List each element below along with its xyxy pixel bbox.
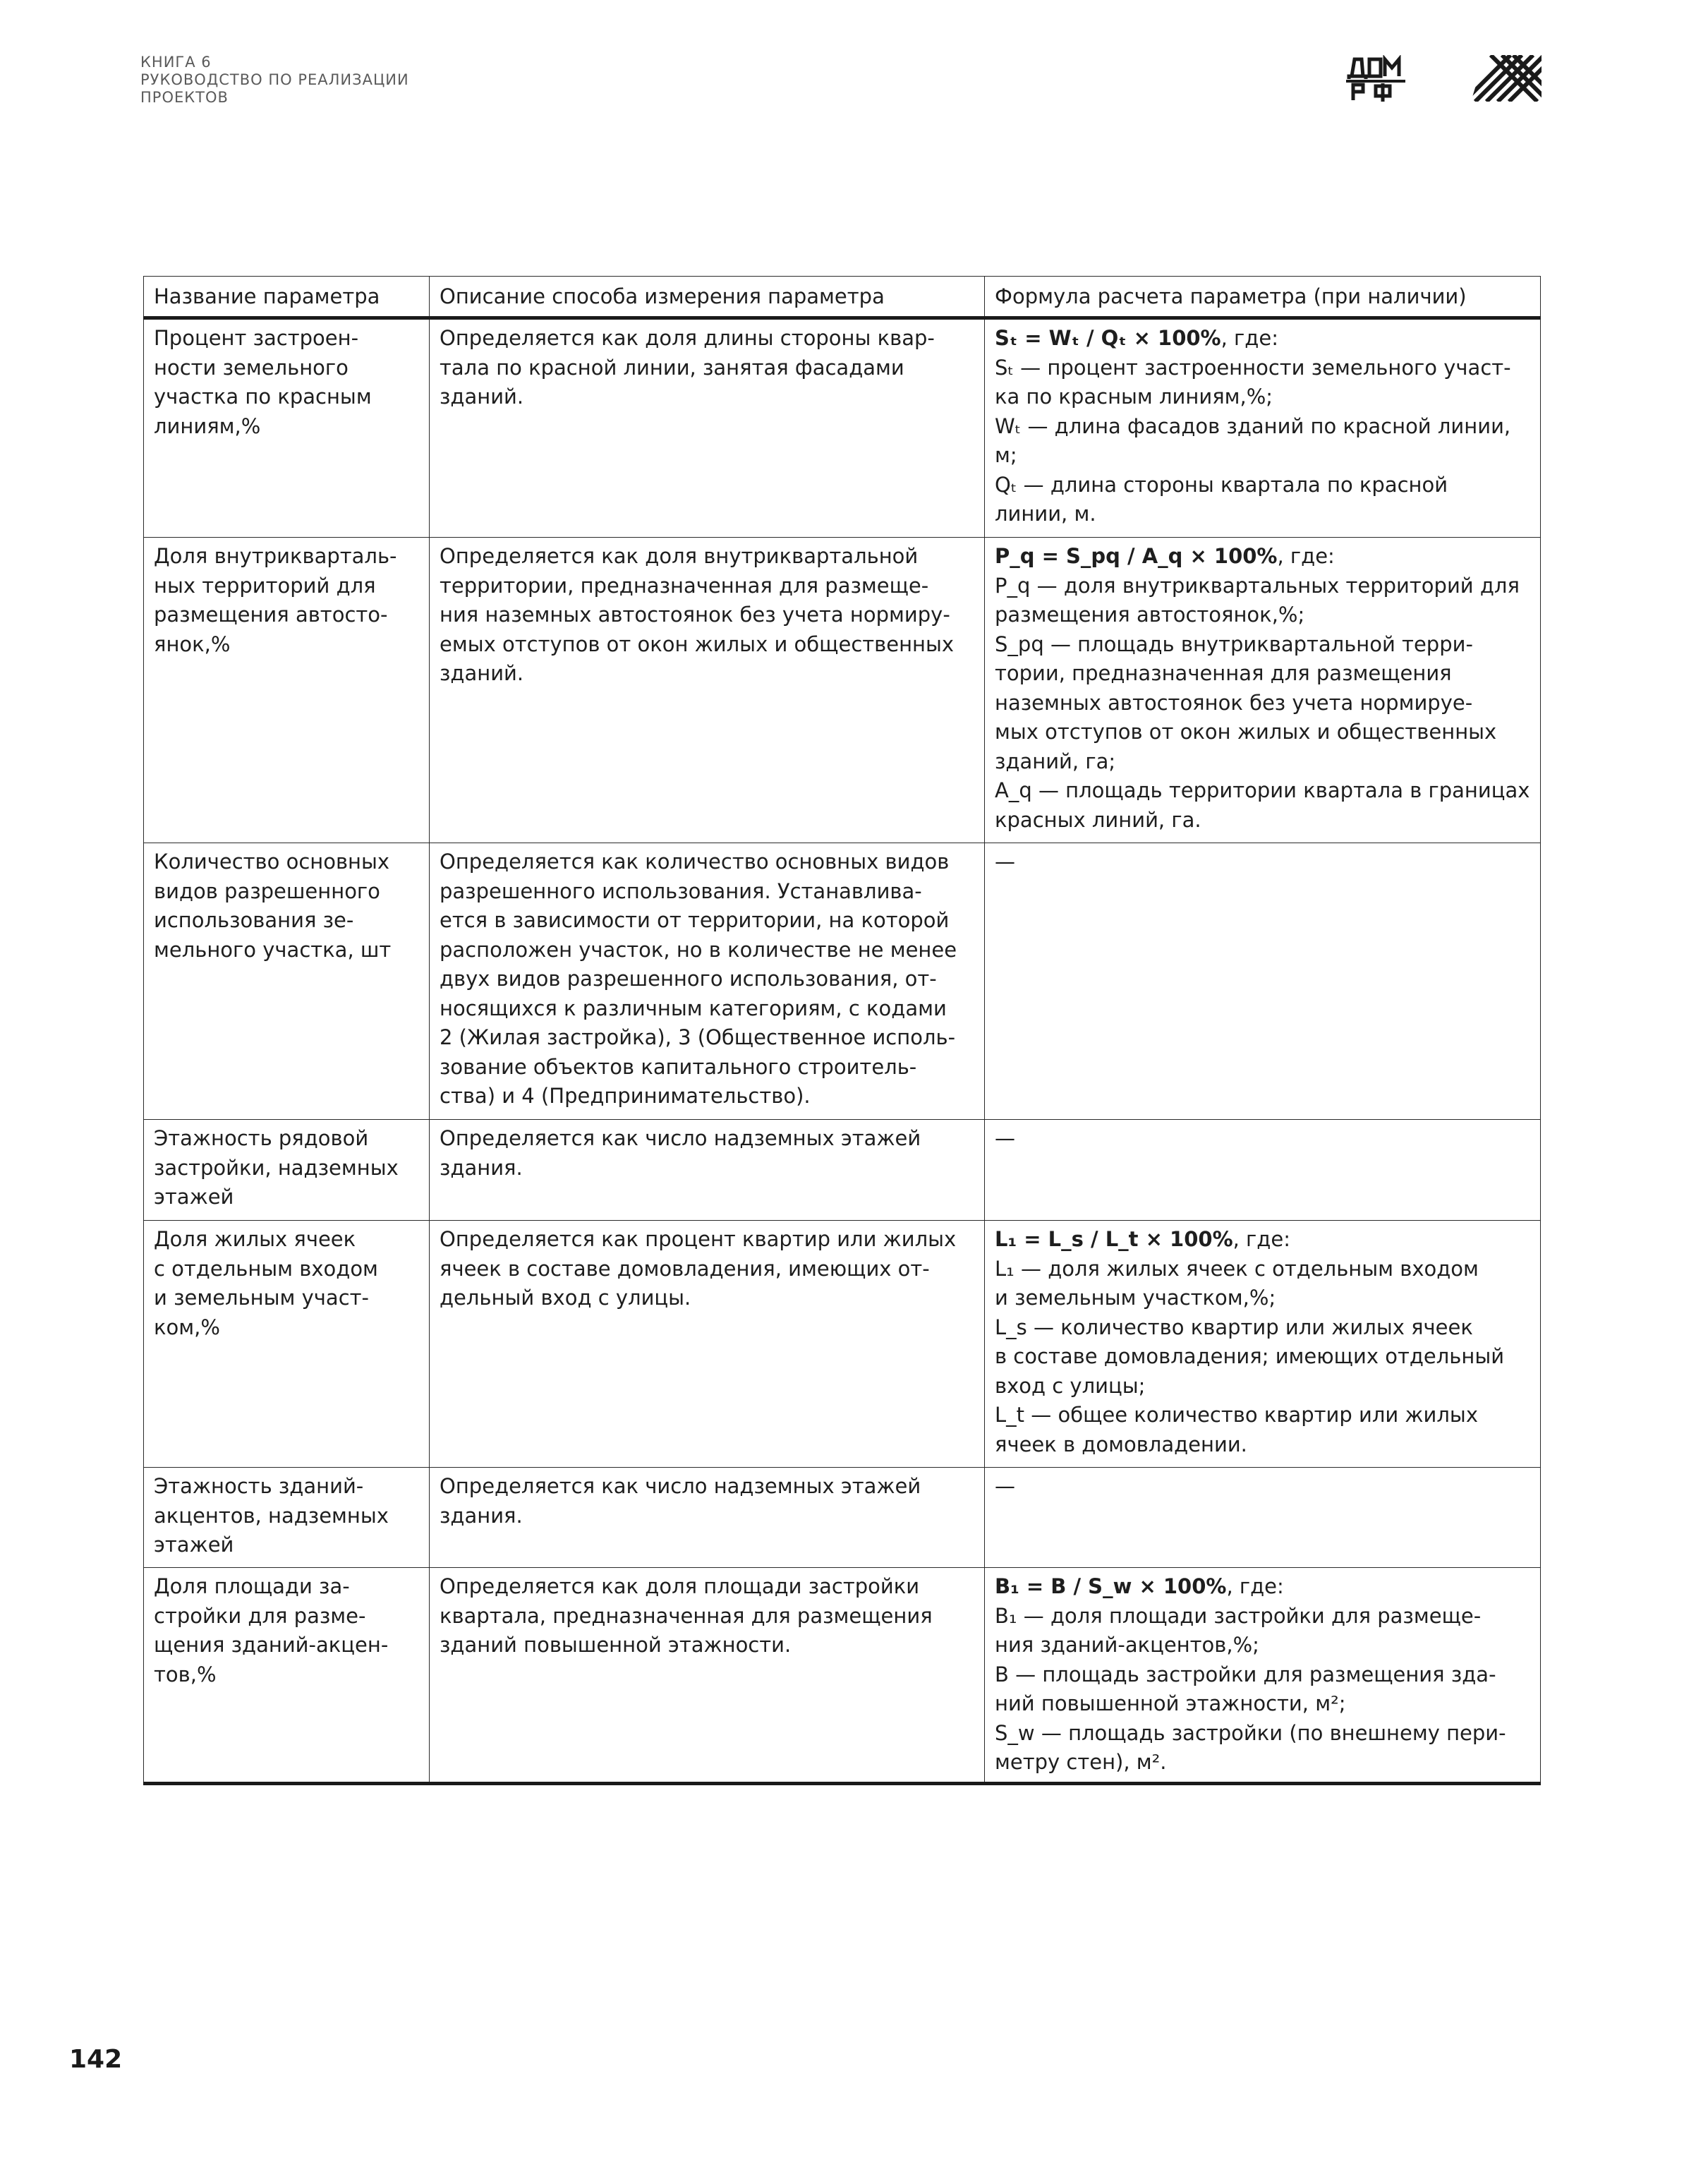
table-row (144, 843, 1541, 1120)
parameter-formula (985, 538, 1541, 843)
parameter-name: Этажность рядовой застройки, надземных этажей (144, 1120, 430, 1221)
formula-details: — (995, 1126, 1015, 1150)
formula-details: B₁ — доля площади застройки для размеще- ния зданий-акцентов,%; B — площадь застройки для размещения зда- ний повышенной этажности, м²; S_w — площадь застройки (по внешнему пери- метру стен), м². (995, 1603, 1506, 1774)
parameter-description: Определяется как доля длины стороны квар- тала по красной линии, занятая фасадами зданий. (430, 318, 985, 538)
parameters-table (143, 276, 1541, 1785)
formula-expression: Sₜ = Wₜ / Qₜ × 100% (995, 326, 1221, 350)
page-number: 142 (69, 2045, 123, 2074)
formula-details: P_q — доля внутриквартальных территорий для размещения автостоянок,%; S_pq — площадь внутриквартальной терри- тории, предназначенная для размещения наземных автостоянок без учета нормируе- мых отступов от окон жилых и общественных зданий, га; A_q — площадь территории квартала в границах красных линий, га. (995, 573, 1530, 832)
parameter-description: Определяется как число надземных этажей здания. (430, 1120, 985, 1221)
parameter-formula (985, 1120, 1541, 1221)
table-row (144, 1221, 1541, 1468)
parameter-formula (985, 318, 1541, 538)
formula-expression: B₁ = B / S_w × 100% (995, 1574, 1227, 1598)
parameter-name: Доля площади за- стройки для разме- щения зданий-акцен- тов,% (144, 1568, 430, 1784)
column-header-name: Название параметра (144, 277, 430, 318)
formula-suffix: , где: (1221, 326, 1278, 350)
parameter-formula (985, 843, 1541, 1120)
table-row (144, 1468, 1541, 1568)
parameter-description: Определяется как процент квартир или жилых ячеек в составе домовладения, имеющих от- дельный вход с улицы. (430, 1221, 985, 1468)
domrf-logo-icon (1346, 55, 1405, 103)
column-header-formula: Формула расчета параметра (при наличии) (985, 277, 1541, 318)
parameter-name: Доля жилых ячеек с отдельным входом и земельным участ- ком,% (144, 1221, 430, 1468)
parameter-formula (985, 1221, 1541, 1468)
formula-details: Sₜ — процент застроенности земельного участ- ка по красным линиям,%; Wₜ — длина фасадов зданий по красной линии, м; Qₜ — длина стороны квартала по красной линии, м. (995, 355, 1511, 526)
header-book-title-line1: РУКОВОДСТВО ПО РЕАЛИЗАЦИИ (140, 71, 409, 88)
column-header-description: Описание способа измерения параметра (430, 277, 985, 318)
parameter-name: Этажность зданий- акцентов, надземных этажей (144, 1468, 430, 1568)
header-book-number: КНИГА 6 (140, 54, 212, 71)
formula-details: — (995, 1474, 1015, 1498)
table-row (144, 538, 1541, 843)
table-row (144, 1120, 1541, 1221)
table-row (144, 1568, 1541, 1784)
hatched-pattern-logo-icon (1471, 55, 1542, 102)
parameter-name: Процент застроен- ности земельного участка по красным линиям,% (144, 318, 430, 538)
formula-expression: L₁ = L_s / L_t × 100% (995, 1227, 1233, 1251)
header-book-title-line2: ПРОЕКТОВ (140, 89, 229, 106)
formula-details: L₁ — доля жилых ячеек с отдельным входом и земельным участком,%; L_s — количество квартир или жилых ячеек в составе домовладения; имеющих отдельный вход с улицы; L_t — общее количество квартир или жилых ячеек в домовладении. (995, 1256, 1505, 1456)
parameter-name: Доля внутрикварталь- ных территорий для размещения автосто- янок,% (144, 538, 430, 843)
parameter-formula (985, 1568, 1541, 1784)
formula-suffix: , где: (1226, 1574, 1284, 1598)
parameter-description: Определяется как доля площади застройки квартала, предназначенная для размещения зданий повышенной этажности. (430, 1568, 985, 1784)
parameter-name: Количество основных видов разрешенного использования зе- мельного участка, шт (144, 843, 430, 1120)
formula-suffix: , где: (1232, 1227, 1290, 1251)
running-header (140, 54, 409, 107)
table-row (144, 318, 1541, 538)
formula-suffix: , где: (1277, 544, 1335, 568)
parameter-description: Определяется как количество основных видов разрешенного использования. Устанавлива- ется в зависимости от территории, на которой расположен участок, но в количестве не менее двух видов разрешенного использования, от- носящихся к различным категориям, с кодами 2 (Жилая застройка), 3 (Общественное исполь- зование объектов капитального строитель- ства) и 4 (Предпринимательство). (430, 843, 985, 1120)
table-header-row (144, 277, 1541, 318)
parameter-formula (985, 1468, 1541, 1568)
parameter-description: Определяется как доля внутриквартальной территории, предназначенная для размеще- ния наземных автостоянок без учета нормиру- емых отступов от окон жилых и общественных зданий. (430, 538, 985, 843)
formula-details: — (995, 850, 1015, 874)
formula-expression: P_q = S_pq / A_q × 100% (995, 544, 1278, 568)
parameter-description: Определяется как число надземных этажей здания. (430, 1468, 985, 1568)
